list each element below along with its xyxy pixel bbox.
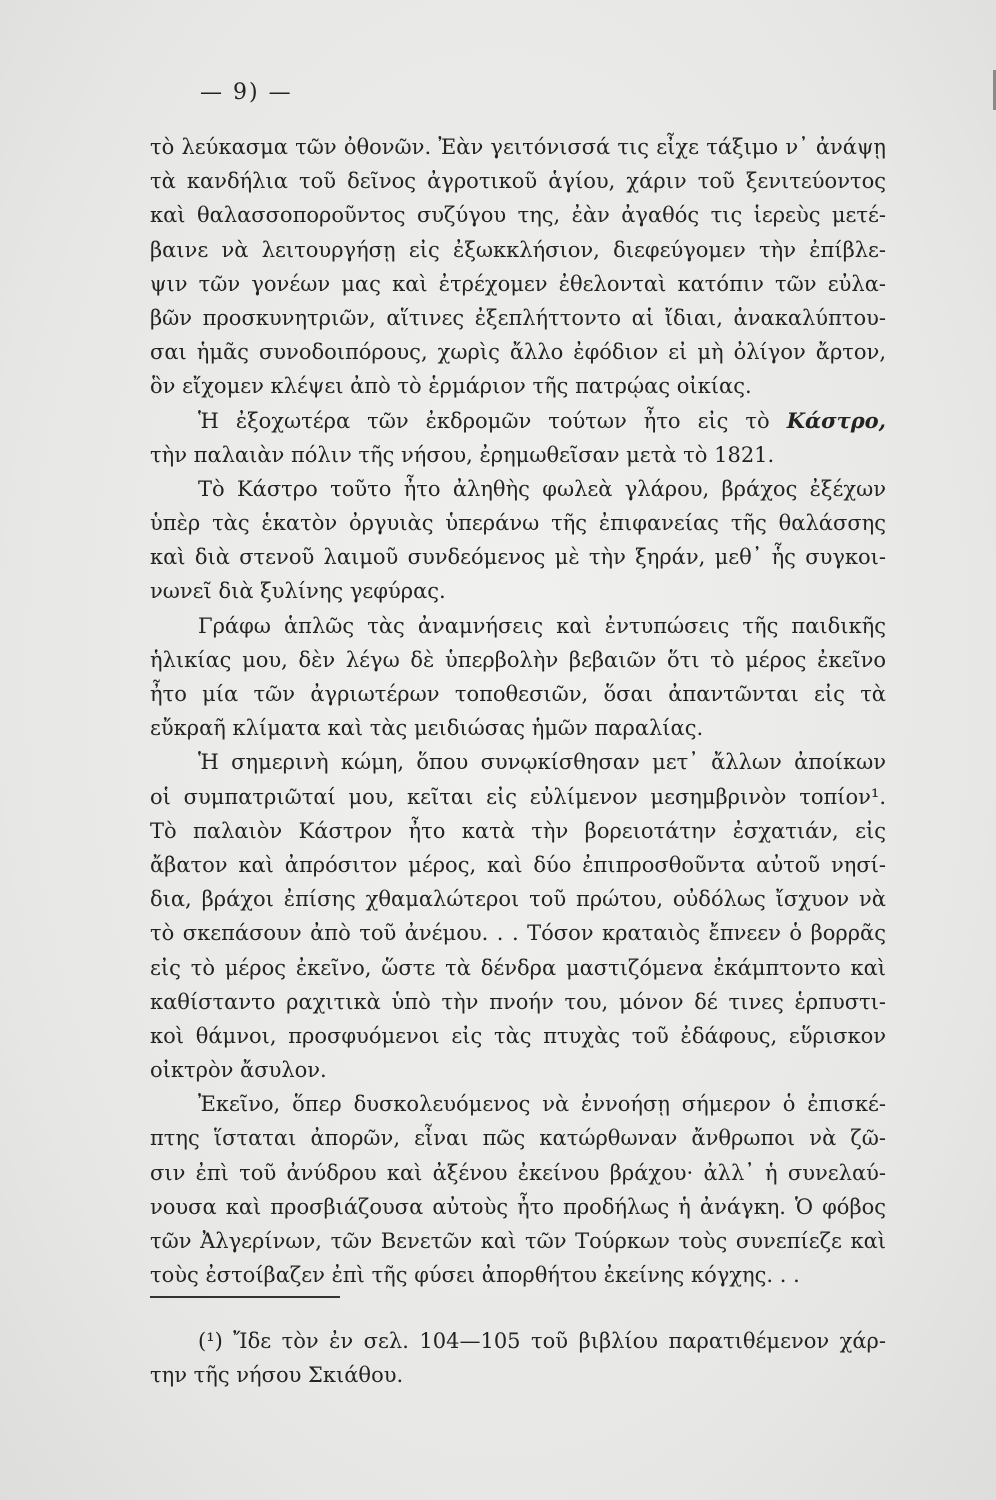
text-line: οἱ συμπατριῶταί μου, κεῖται εἰς εὐλίμενον μεσημβρινὸν τοπίον¹. [150,784,886,809]
text-line: ἡλικίας μου, δὲν λέγω δὲ ὑπερβολὴν βεβαιῶν ὅτι τὸ μέρος ἐκεῖνο [150,647,886,672]
text-line: καὶ διὰ στενοῦ λαιμοῦ συνδεόμενος μὲ τὴν ξηράν, μεθ᾽ ἧς συγκοι- [150,545,886,570]
text-line: ψιν τῶν γονέων μας καὶ ἐτρέχομεν ἐθελονταὶ κατόπιν τῶν εὐλα- [150,271,886,296]
text-line: Ἡ σημερινὴ κώμη, ὅπου συνῳκίσθησαν μετ᾽ ἄλλων ἀποίκων [198,750,886,775]
text-line: Τὸ παλαιὸν Κάστρον ἦτο κατὰ τὴν βορειοτάτην ἐσχατιάν, εἰς [150,818,886,843]
text-line: τῶν Ἀλγερίνων, τῶν Βενετῶν καὶ τῶν Τούρκων τοὺς συνεπίεζε καὶ [150,1229,886,1253]
footnote-line: την τῆς νήσου Σκιάθου. [150,1363,404,1387]
text-line [150,404,886,438]
page-number: — 9) — [200,80,293,105]
text-line: τὸ λεύκασμα τῶν ὀθονῶν. Ἐὰν γειτόνισσά τις εἶχε τάξιμο ν᾽ ἀνάψῃ [150,135,886,159]
text-line: ἄβατον καὶ ἀπρόσιτον μέρος, καὶ δύο ἐπιπροσθοῦντα αὐτοῦ νησί- [150,852,886,877]
text-line: πτης ἵσταται ἀπορῶν, εἶναι πῶς κατώρθωναν ἄνθρωποι νὰ ζῶ- [150,1126,886,1151]
text-line: σαι ἡμᾶς συνοδοιπόρους, χωρὶς ἄλλο ἐφόδιον εἰ μὴ ὀλίγον ἄρτον, [150,340,886,365]
text-line: ἦτο μία τῶν ἀγριωτέρων τοποθεσιῶν, ὅσαι ἀπαντῶνται εἰς τὰ [150,682,886,706]
text-line: Ἐκεῖνο, ὅπερ δυσκολευόμενος νὰ ἐννοήσῃ σήμερον ὁ ἐπισκέ- [198,1092,886,1117]
text-line: καὶ θαλασσοποροῦντος συζύγου της, ἐὰν ἀγαθός τις ἱερεὺς μετέ- [150,203,886,228]
text-line: τὴν παλαιὰν πόλιν τῆς νήσου, ἐρημωθεῖσαν μετὰ τὸ 1821. [150,442,775,467]
emphasized-place-name: Κάστρο, [786,407,886,433]
text-line: εὔκραῆ κλίματα καὶ τὰς μειδιώσας ἡμῶν παραλίας. [150,716,704,741]
text-line: τοὺς ἐστοίβαζεν ἐπὶ τῆς φύσει ἀπορθήτου ἐκείνης κόγχης. . . [150,1263,800,1288]
text-line: καθίσταντο ραχιτικὰ ὑπὸ τὴν πνοήν του, μόνον δέ τινες ἑρπυστι- [150,989,886,1014]
text-line: οἰκτρὸν ἄσυλον. [150,1058,327,1083]
text-line: βαινε νὰ λειτουργήσῃ εἰς ἐξωκκλήσιον, διεφεύγομεν τὴν ἐπίβλε- [150,237,886,262]
text-line: κοὶ θάμνοι, προσφυόμενοι εἰς τὰς πτυχὰς τοῦ ἐδάφους, εὕρισκον [150,1023,886,1048]
text-line: τὰ κανδήλια τοῦ δεῖνος ἀγροτικοῦ ἁγίου, χάριν τοῦ ξενιτεύοντος [150,169,886,194]
footnote-line: (¹) Ἴδε τὸν ἐν σελ. 104—105 τοῦ βιβλίου παρατιθέμενον χάρ- [198,1329,886,1353]
footnote-divider [150,1296,340,1298]
text-segment: Ἡ ἐξοχωτέρα τῶν ἐκδρομῶν τούτων ἦτο εἰς τὸ [198,408,770,433]
text-line: νωνεῖ διὰ ξυλίνης γεφύρας. [150,579,446,604]
text-line: Γράφω ἁπλῶς τὰς ἀναμνήσεις καὶ ἐντυπώσεις τῆς παιδικῆς [198,613,886,638]
text-line: σιν ἐπὶ τοῦ ἀνύδρου καὶ ἀξένου ἐκείνου βράχου· ἀλλ᾽ ἡ συνελαύ- [150,1160,886,1185]
text-line: νουσα καὶ προσβιάζουσα αὐτοὺς ἦτο προδήλως ἡ ἀνάγκη. Ὁ φόβος [150,1194,886,1219]
text-line: βῶν προσκυνητριῶν, αἵτινες ἐξεπλήττοντο αἱ ἴδιαι, ἀνακαλύπτου- [150,305,886,330]
text-line: ὃν εἴχομεν κλέψει ἀπὸ τὸ ἑρμάριον τῆς πατρῴας οἰκίας. [150,374,752,399]
text-line: δια, βράχοι ἐπίσης χθαμαλώτεροι τοῦ πρώτου, οὐδόλως ἴσχυον νὰ [150,887,886,912]
text-line: Τὸ Κάστρο τοῦτο ἦτο ἀληθὴς φωλεὰ γλάρου, βράχος ἐξέχων [198,476,886,501]
body-text [150,130,886,1292]
footnote [150,1324,886,1392]
text-line: τὸ σκεπάσουν ἀπὸ τοῦ ἀνέμου. . . Τόσον κραταιὸς ἔπνεεν ὁ βορρᾶς [150,921,886,946]
text-line: εἰς τὸ μέρος ἐκεῖνο, ὥστε τὰ δένδρα μαστιζόμενα ἐκάμπτοντο καὶ [150,955,886,980]
text-line: ὑπὲρ τὰς ἑκατὸν ὀργυιὰς ὑπεράνω τῆς ἐπιφανείας τῆς θαλάσσης [150,511,886,536]
